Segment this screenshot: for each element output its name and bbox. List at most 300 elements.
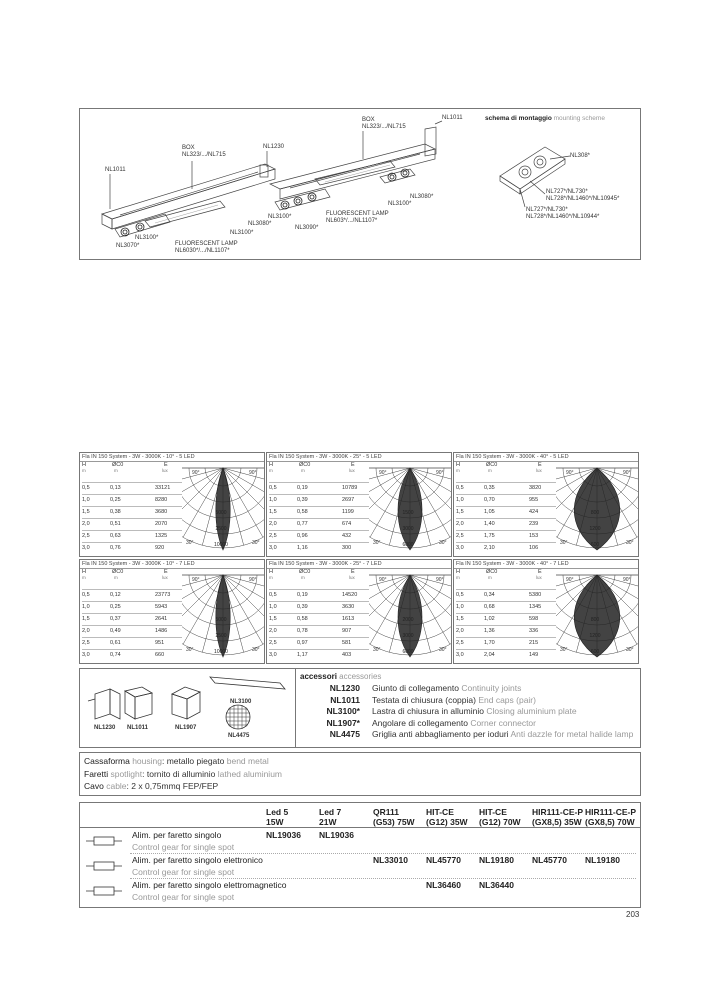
angle-label: 30°: [373, 540, 381, 546]
table-row: [456, 589, 556, 601]
spec-value-en: lathed aluminium: [217, 768, 283, 779]
label-fl-lamp2: FLUORESCENT LAMP NL603*/.../NL1107*: [326, 211, 389, 224]
spec-key-en: spotlight: [110, 768, 143, 779]
img-label-nl1230: NL1230: [94, 725, 116, 731]
table-header-cell: E: [351, 462, 355, 468]
accessories-title-it: accessori: [300, 672, 337, 681]
illuminance-cell: 581: [342, 640, 352, 646]
table-row: [269, 613, 369, 625]
table-header-cell: m: [269, 575, 273, 580]
spec-value-en: bend metal: [226, 756, 269, 766]
header-line-2: (G53) 75W: [373, 817, 415, 827]
table-header-cell: E: [538, 569, 542, 575]
scale-label: 1200: [589, 633, 601, 639]
control-gear-header: [426, 807, 468, 827]
control-gear-label-en: Control gear for single spot: [132, 867, 235, 877]
angle-label: 90°: [436, 470, 444, 476]
spec-value: : 2 x 0,75mmq FEP/FEP: [126, 781, 219, 791]
table-header-cell: E: [351, 569, 355, 575]
scale-label: 6000: [402, 649, 414, 655]
diameter-cell: 0,19: [297, 485, 308, 491]
control-gear-code: NL19180: [479, 855, 514, 865]
height-cell: 1,5: [456, 509, 464, 515]
table-row: [456, 542, 556, 554]
control-gear-label-en: Control gear for single spot: [132, 892, 235, 902]
illuminance-cell: 23773: [155, 592, 171, 598]
table-header-cell: m: [301, 575, 305, 580]
control-gear-label-it: Alim. per faretto singolo: [132, 830, 222, 840]
illuminance-cell: 3630: [342, 604, 355, 610]
photometry-title: Fla IN 150 System - 3W - 3000K - 40° - 5 LED: [454, 453, 638, 462]
angle-label: 90°: [249, 470, 257, 476]
diameter-cell: 0,70: [484, 497, 495, 503]
height-cell: 2,0: [82, 628, 90, 634]
polar-diagram: [556, 462, 638, 556]
table-row: [82, 613, 182, 625]
table-header-cell: m: [269, 468, 273, 473]
diameter-cell: 1,16: [297, 545, 308, 551]
table-row: [82, 482, 182, 494]
polar-diagram: [369, 569, 451, 663]
diameter-cell: 0,49: [110, 628, 121, 634]
height-cell: 2,5: [82, 640, 90, 646]
control-gear-panel: [79, 802, 641, 908]
table-row: [456, 637, 556, 649]
table-row: [82, 506, 182, 518]
height-cell: 2,0: [269, 628, 277, 634]
accessories-title-en: accessories: [339, 672, 382, 681]
height-cell: 2,5: [269, 533, 277, 539]
specs-panel: [79, 752, 641, 796]
photometry-title: Fla IN 150 System - 3W - 3000K - 25° - 5 LED: [267, 453, 451, 462]
illuminance-cell: 424: [529, 509, 539, 515]
angle-label: 90°: [436, 577, 444, 583]
polar-diagram: [182, 569, 264, 663]
photometry-panel: [266, 559, 452, 664]
mounting-drawing: [80, 109, 640, 259]
scale-label: 10000: [214, 542, 228, 548]
row-divider: [130, 878, 636, 879]
photometry-table: [82, 569, 182, 661]
accessory-item: [300, 695, 640, 706]
header-line-2: 15W: [266, 817, 284, 827]
control-gear-header: [479, 807, 521, 827]
mounting-scheme-panel: [79, 108, 641, 260]
height-cell: 1,0: [456, 604, 464, 610]
accessories-panel: [79, 668, 641, 748]
control-gear-code: NL19036: [266, 830, 301, 840]
illuminance-cell: 33121: [155, 485, 171, 491]
illuminance-cell: 1345: [529, 604, 542, 610]
illuminance-cell: 300: [342, 545, 352, 551]
angle-label: 30°: [560, 647, 568, 653]
header-line-2: (G12) 70W: [479, 817, 521, 827]
table-header-cell: m: [301, 468, 305, 473]
mounting-title-it: schema di montaggio: [485, 115, 552, 122]
scale-label: 800: [590, 510, 600, 516]
illuminance-cell: 153: [529, 533, 539, 539]
table-header-cell: lux: [349, 468, 355, 473]
accessories-list: [300, 683, 640, 747]
beam-curve: [398, 575, 422, 657]
height-cell: 1,5: [82, 616, 90, 622]
photometry-table: [269, 462, 369, 554]
diameter-cell: 0,13: [110, 485, 121, 491]
label-nl3100-a: NL3100*: [135, 235, 159, 241]
table-row: [456, 506, 556, 518]
diameter-cell: 0,58: [297, 509, 308, 515]
diameter-cell: 0,35: [484, 485, 495, 491]
label-box2: BOX NL323/.../NL715: [362, 117, 406, 130]
table-header-cell: H: [456, 462, 460, 468]
accessory-desc-en: Closing aluminium plate: [486, 706, 577, 716]
illuminance-cell: 951: [155, 640, 165, 646]
mounting-title-en: mounting scheme: [553, 115, 605, 122]
table-row: [269, 589, 369, 601]
angle-label: 30°: [252, 540, 260, 546]
angle-label: 30°: [626, 647, 634, 653]
table-row: [269, 530, 369, 542]
photometry-panel: [453, 559, 639, 664]
table-row: [82, 518, 182, 530]
diameter-cell: 0,58: [297, 616, 308, 622]
table-header-cell: m: [488, 575, 492, 580]
diameter-cell: 0,96: [297, 533, 308, 539]
angle-label: 90°: [623, 577, 631, 583]
img-label-nl1907: NL1907: [175, 725, 197, 731]
table-row: [456, 518, 556, 530]
scale-label: 6000: [402, 542, 414, 548]
diameter-cell: 0,37: [110, 616, 121, 622]
table-header-cell: ØC0: [299, 462, 311, 468]
accessory-code: NL3100*: [326, 706, 360, 716]
illuminance-cell: 920: [155, 545, 165, 551]
polar-diagram: [369, 462, 451, 556]
scale-label: 800: [590, 617, 600, 623]
accessory-desc: [372, 706, 577, 716]
table-header-cell: lux: [349, 575, 355, 580]
control-gear-code: NL19036: [319, 830, 354, 840]
diameter-cell: 1,75: [484, 533, 495, 539]
header-line-2: (GX8,5) 35W: [532, 817, 582, 827]
table-row: [269, 494, 369, 506]
scale-label: 10000: [214, 649, 228, 655]
header-line-1: HIR111-CE-P: [585, 807, 637, 817]
label-nl3090: NL3090*: [295, 225, 319, 231]
table-header-cell: m: [114, 575, 118, 580]
accessories-images: [80, 669, 296, 747]
label-nl3100-d: NL3100*: [388, 201, 412, 207]
table-header-cell: m: [82, 468, 86, 473]
diameter-cell: 0,97: [297, 640, 308, 646]
diameter-cell: 0,76: [110, 545, 121, 551]
height-cell: 0,5: [82, 592, 90, 598]
label-box1: BOX NL323/.../NL715: [182, 145, 226, 158]
table-header-cell: H: [269, 569, 273, 575]
height-cell: 2,0: [269, 521, 277, 527]
angle-label: 90°: [566, 577, 574, 583]
scale-label: 5000: [215, 510, 227, 516]
height-cell: 0,5: [269, 592, 277, 598]
table-row: [82, 530, 182, 542]
header-line-1: HIT-CE: [479, 807, 507, 817]
accessory-desc: [372, 695, 536, 705]
height-cell: 0,5: [456, 485, 464, 491]
diameter-cell: 1,02: [484, 616, 495, 622]
illuminance-cell: 955: [529, 497, 539, 503]
diameter-cell: 0,74: [110, 652, 121, 658]
angle-label: 30°: [439, 540, 447, 546]
illuminance-cell: 1325: [155, 533, 168, 539]
table-header-cell: ØC0: [112, 569, 124, 575]
table-row: [82, 601, 182, 613]
control-gear-code: NL45770: [426, 855, 461, 865]
height-cell: 1,0: [269, 604, 277, 610]
control-gear-code: NL45770: [532, 855, 567, 865]
photometry-table: [269, 569, 369, 661]
diameter-cell: 0,25: [110, 604, 121, 610]
img-label-nl4475: NL4475: [228, 733, 250, 739]
illuminance-cell: 432: [342, 533, 352, 539]
header-line-1: QR111: [373, 807, 399, 817]
accessories-drawing: [80, 669, 295, 747]
accessory-desc-en: Corner connector: [470, 717, 536, 728]
scale-label: 3000: [402, 526, 414, 532]
diameter-cell: 0,39: [297, 497, 308, 503]
header-line-2: (GX8,5) 70W: [585, 817, 635, 827]
beam-curve: [574, 468, 620, 550]
illuminance-cell: 106: [529, 545, 539, 551]
table-header-cell: ØC0: [299, 569, 311, 575]
table-row: [456, 613, 556, 625]
spec-key: Cassaforma: [84, 756, 130, 766]
photometry-table: [82, 462, 182, 554]
height-cell: 2,0: [82, 521, 90, 527]
table-header-cell: ØC0: [486, 462, 498, 468]
img-label-nl3100: NL3100: [230, 699, 252, 705]
control-gear-code: NL19180: [585, 855, 620, 865]
control-gear-code: NL36460: [426, 880, 461, 890]
accessory-desc: [372, 718, 536, 728]
table-row: [82, 542, 182, 554]
table-header-cell: E: [164, 569, 168, 575]
table-row: [82, 649, 182, 661]
control-gear-header: [319, 807, 341, 827]
polar-diagram: [182, 462, 264, 556]
photometry-title: Fla IN 150 System - 3W - 3000K - 25° - 7 LED: [267, 560, 451, 569]
table-row: [456, 649, 556, 661]
illuminance-cell: 3680: [155, 509, 168, 515]
table-row: [269, 518, 369, 530]
scale-label: 1500: [402, 510, 414, 516]
photometry-table: [456, 569, 556, 661]
accessory-item: [300, 729, 640, 740]
accessory-desc-en: Anti dazzle for metal halide lamp: [510, 729, 634, 739]
height-cell: 0,5: [82, 485, 90, 491]
diameter-cell: 1,05: [484, 509, 495, 515]
height-cell: 1,0: [456, 497, 464, 503]
height-cell: 1,0: [269, 497, 277, 503]
illuminance-cell: 14520: [342, 592, 358, 598]
label-nl3070: NL3070*: [116, 243, 140, 249]
illuminance-cell: 403: [342, 652, 352, 658]
illuminance-cell: 660: [155, 652, 165, 658]
angle-label: 30°: [373, 647, 381, 653]
header-line-1: Led 7: [319, 807, 342, 817]
photometry-panel: [79, 452, 265, 557]
height-cell: 1,5: [82, 509, 90, 515]
illuminance-cell: 674: [342, 521, 352, 527]
illuminance-cell: 5380: [529, 592, 542, 598]
diameter-cell: 0,25: [110, 497, 121, 503]
diameter-cell: 0,19: [297, 592, 308, 598]
header-line-1: HIT-CE: [426, 807, 454, 817]
photometry-title: Fla IN 150 System - 3W - 3000K - 10° - 5 LED: [80, 453, 264, 462]
angle-label: 30°: [252, 647, 260, 653]
table-row: [456, 530, 556, 542]
spec-value: : metallo piegato: [161, 756, 225, 766]
label-nl3080-a: NL3080*: [248, 221, 272, 227]
illuminance-cell: 2070: [155, 521, 168, 527]
table-header-cell: H: [82, 569, 86, 575]
photometry-table-header: [269, 569, 369, 589]
table-header-cell: H: [456, 569, 460, 575]
control-gear-header: [532, 807, 583, 827]
accessory-desc-it: Griglia anti abbagliamento per ioduri: [372, 729, 509, 739]
diameter-cell: 1,36: [484, 628, 495, 634]
beam-curve: [574, 575, 620, 657]
label-nl1011-right: NL1011: [442, 115, 463, 121]
height-cell: 1,0: [82, 604, 90, 610]
table-header-cell: E: [164, 462, 168, 468]
angle-label: 30°: [186, 540, 194, 546]
control-gear-code: NL33010: [373, 855, 408, 865]
table-header-cell: E: [538, 462, 542, 468]
control-gear-label-it: Alim. per faretto singolo elettronico: [132, 855, 263, 865]
accessory-desc-en: Continuity joints: [461, 683, 522, 693]
illuminance-cell: 1199: [342, 509, 354, 515]
table-row: [269, 542, 369, 554]
header-line-2: (G12) 35W: [426, 817, 468, 827]
illuminance-cell: 3820: [529, 485, 542, 491]
accessory-desc-it: Giunto di collegamento: [372, 683, 459, 693]
table-row: [269, 649, 369, 661]
photometry-panel: [266, 452, 452, 557]
angle-label: 90°: [379, 577, 387, 583]
table-header-cell: lux: [162, 468, 168, 473]
illuminance-cell: 598: [529, 616, 539, 622]
spec-row: [84, 781, 218, 791]
accessory-item: [300, 718, 640, 729]
table-header-cell: lux: [162, 575, 168, 580]
diameter-cell: 1,17: [297, 652, 308, 658]
control-gear-header: [266, 807, 288, 827]
spec-row: [84, 756, 269, 766]
illuminance-cell: 1613: [342, 616, 355, 622]
photometry-table: [456, 462, 556, 554]
diameter-cell: 0,63: [110, 533, 121, 539]
page-number: 203: [626, 910, 640, 919]
illuminance-cell: 1486: [155, 628, 168, 634]
table-row: [456, 601, 556, 613]
table-header-cell: ØC0: [112, 462, 124, 468]
photometry-title: Fla IN 150 System - 3W - 3000K - 40° - 7 LED: [454, 560, 638, 569]
table-header-cell: H: [82, 462, 86, 468]
control-gear-label-en: Control gear for single spot: [132, 842, 235, 852]
polar-diagram: [556, 569, 638, 663]
height-cell: 2,5: [269, 640, 277, 646]
scale-label: 3000: [402, 633, 414, 639]
angle-label: 90°: [192, 470, 200, 476]
label-nl1230: NL1230: [263, 144, 285, 150]
accessory-code: NL1011: [330, 694, 360, 705]
accessories-title: [300, 672, 381, 681]
height-cell: 2,0: [456, 521, 464, 527]
scale-label: 5000: [215, 617, 227, 623]
row-divider: [130, 853, 636, 854]
diameter-cell: 0,39: [297, 604, 308, 610]
height-cell: 3,0: [269, 652, 277, 658]
table-row: [269, 625, 369, 637]
diameter-cell: 0,12: [110, 592, 121, 598]
angle-label: 30°: [439, 647, 447, 653]
table-header-cell: m: [82, 575, 86, 580]
illuminance-cell: 10789: [342, 485, 358, 491]
control-gear-icon: [86, 836, 122, 846]
table-header-cell: m: [456, 468, 460, 473]
angle-label: 90°: [192, 577, 200, 583]
control-gear-header: [373, 807, 415, 827]
illuminance-cell: 2641: [155, 616, 168, 622]
spec-key-en: housing: [132, 756, 162, 766]
beam-curve: [216, 575, 230, 657]
height-cell: 3,0: [82, 545, 90, 551]
table-header-cell: m: [456, 575, 460, 580]
label-nl3100-b: NL3100*: [268, 214, 292, 220]
accessory-item: [300, 683, 640, 694]
illuminance-cell: 8280: [155, 497, 168, 503]
table-row: [269, 482, 369, 494]
illuminance-cell: 239: [529, 521, 539, 527]
diameter-cell: 1,70: [484, 640, 495, 646]
beam-curve: [398, 468, 422, 550]
photometry-table-header: [456, 462, 556, 482]
illuminance-cell: 215: [529, 640, 539, 646]
height-cell: 3,0: [456, 652, 464, 658]
table-header-cell: m: [488, 468, 492, 473]
control-gear-label-it: Alim. per faretto singolo elettromagnetico: [132, 880, 287, 890]
diameter-cell: 0,61: [110, 640, 121, 646]
table-header-cell: lux: [536, 468, 542, 473]
control-gear-icon: [86, 886, 122, 896]
scale-label: 600: [590, 542, 600, 548]
diameter-cell: 2,10: [484, 545, 495, 551]
illuminance-cell: 907: [342, 628, 352, 634]
table-row: [456, 494, 556, 506]
height-cell: 2,5: [82, 533, 90, 539]
spec-key: Faretti: [84, 768, 109, 779]
diameter-cell: 0,34: [484, 592, 495, 598]
height-cell: 1,5: [269, 509, 277, 515]
accessory-desc: [372, 683, 521, 693]
beam-curve: [216, 468, 230, 550]
control-gear-divider: [80, 827, 640, 828]
height-cell: 2,0: [456, 628, 464, 634]
spec-row: [84, 769, 282, 779]
angle-label: 30°: [560, 540, 568, 546]
spec-key-en: cable: [106, 781, 127, 791]
table-row: [456, 482, 556, 494]
